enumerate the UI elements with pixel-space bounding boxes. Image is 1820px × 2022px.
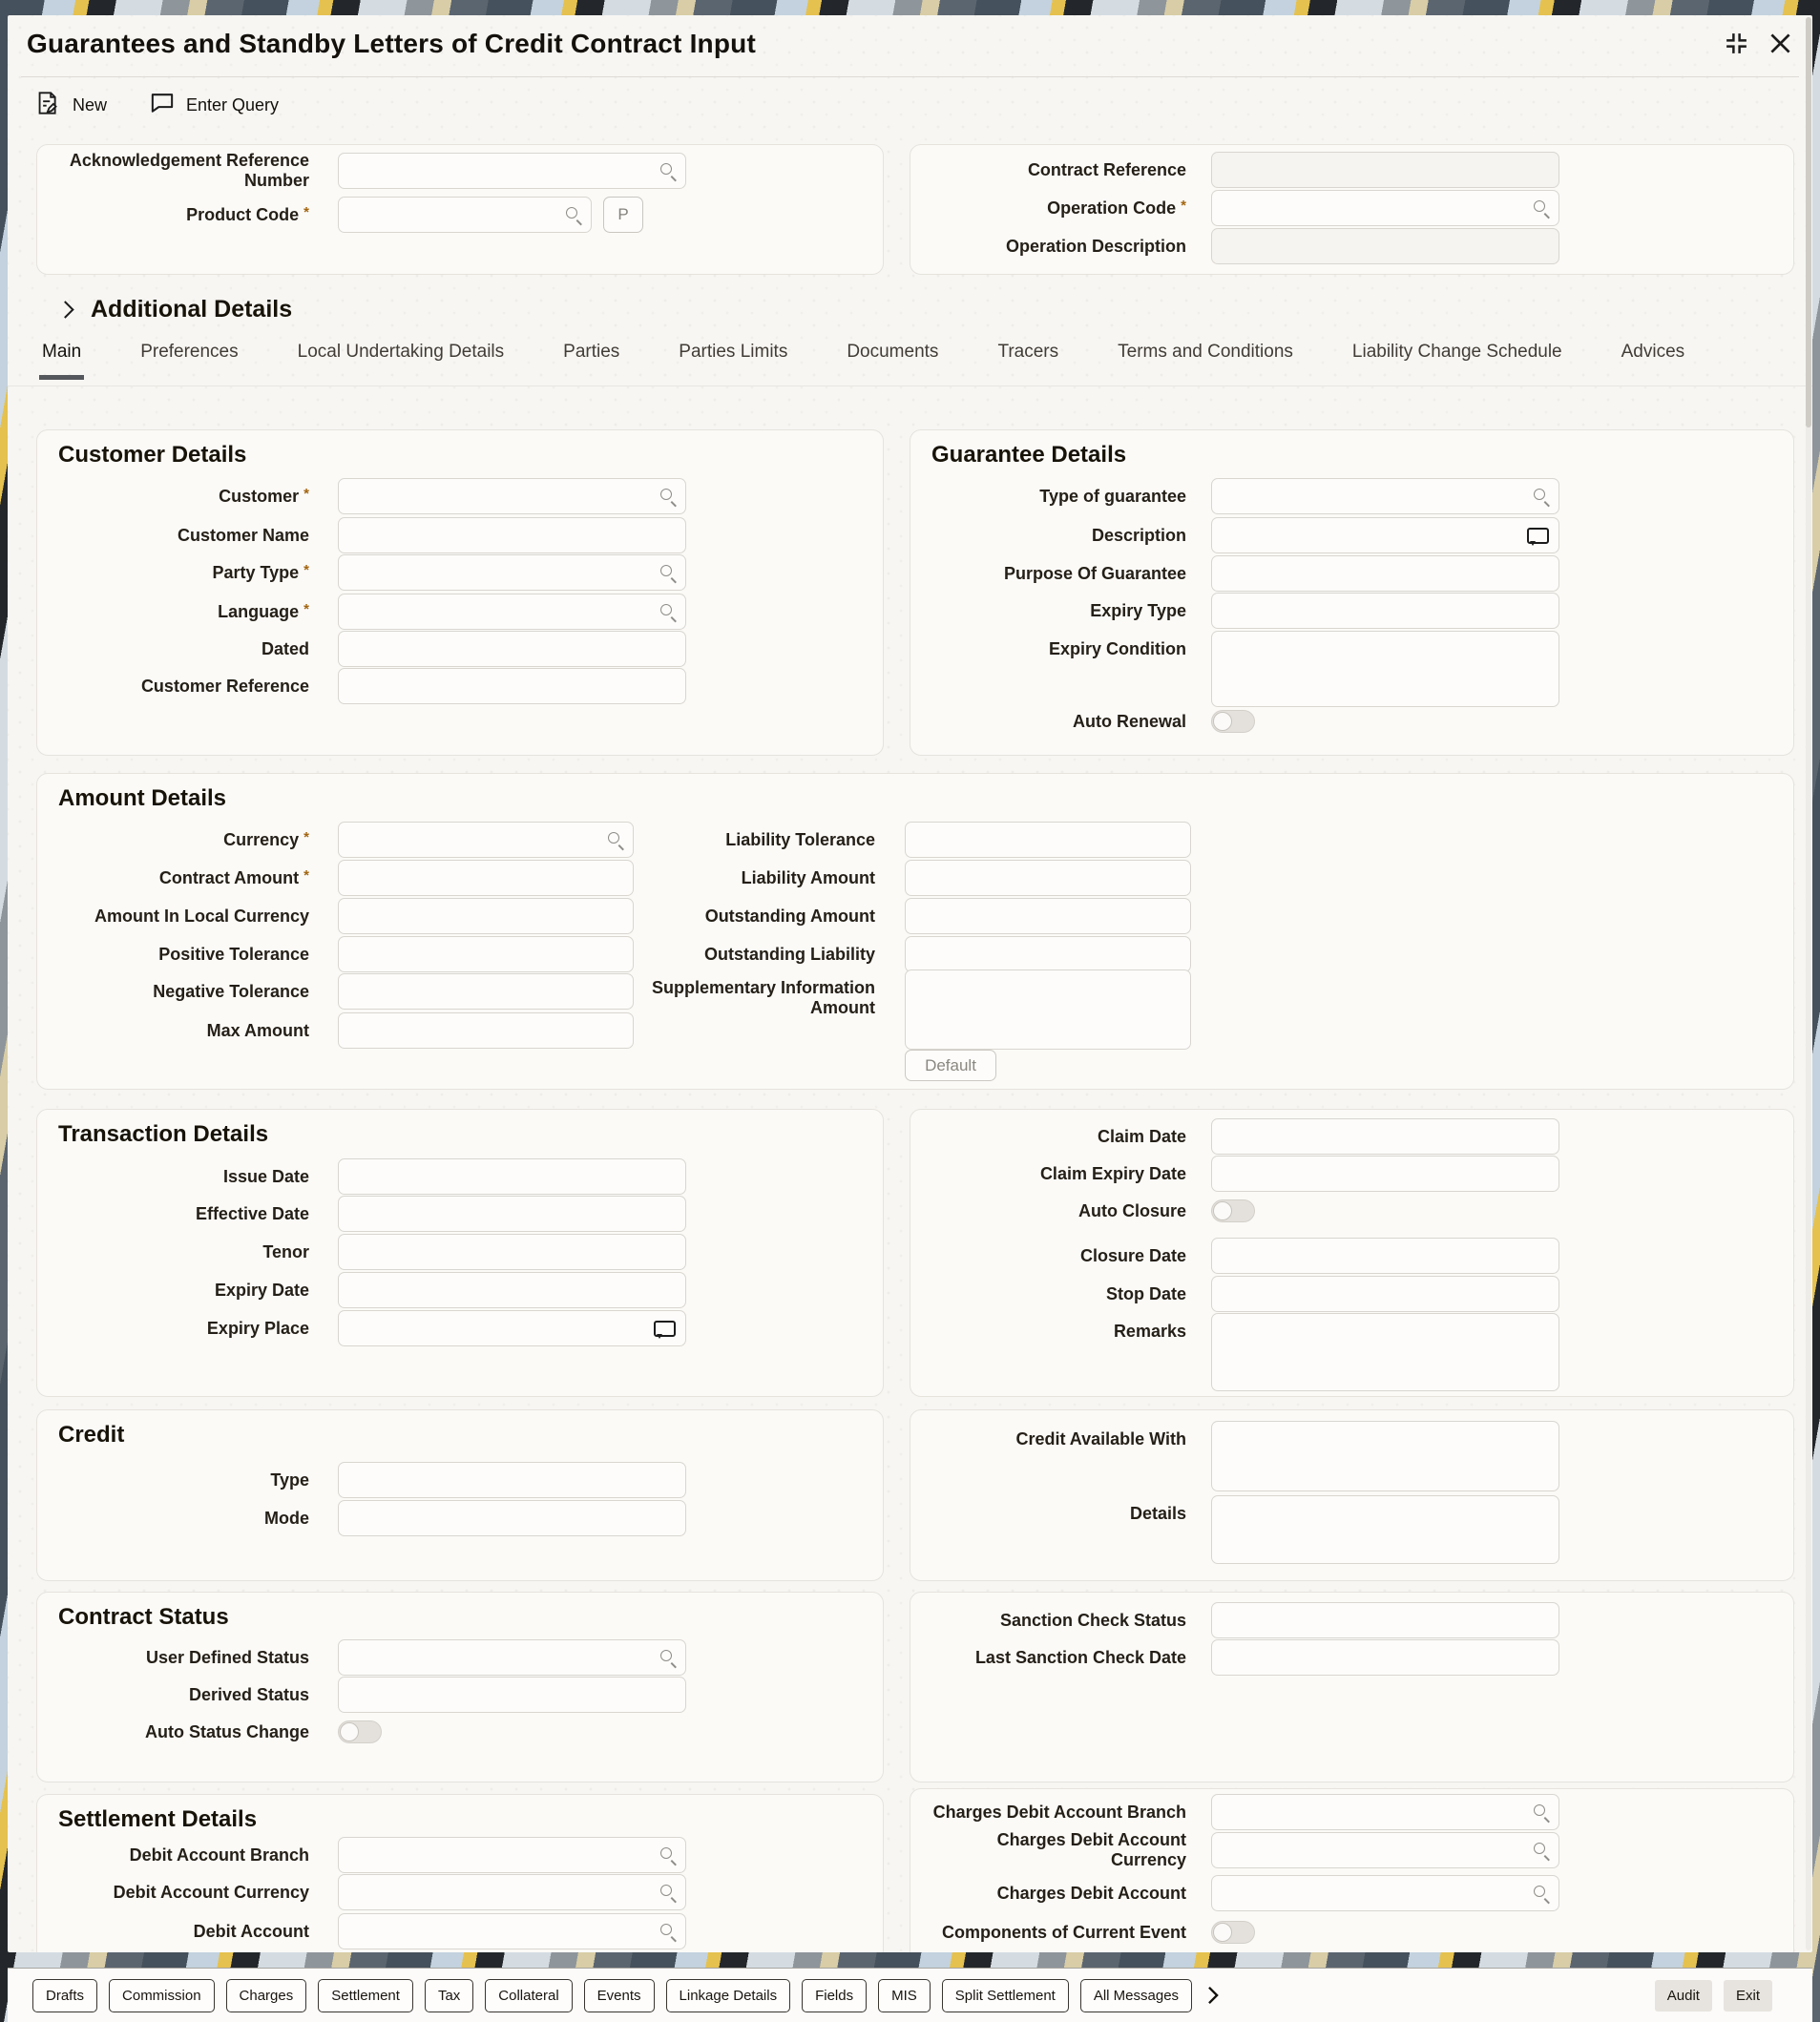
section-title: Amount Details xyxy=(58,785,227,811)
field-row xyxy=(37,153,883,189)
auto-status-change-toggle[interactable] xyxy=(338,1720,382,1743)
field-row xyxy=(910,593,1793,629)
section-title: Customer Details xyxy=(58,442,247,468)
remarks-textarea[interactable] xyxy=(1211,1313,1559,1391)
more-actions-chevron-icon[interactable] xyxy=(1207,1986,1220,2005)
linkage-details-button[interactable]: Linkage Details xyxy=(666,1979,791,2012)
field-label: Expiry Condition xyxy=(1049,639,1186,658)
tab-local-undertaking-details[interactable]: Local Undertaking Details xyxy=(297,342,505,362)
claim-details-panel xyxy=(910,1109,1794,1397)
customer-reference-input[interactable] xyxy=(338,668,686,704)
field-label: Type of guarantee xyxy=(1039,486,1186,506)
field-label: Claim Date xyxy=(1097,1126,1186,1146)
search-icon[interactable] xyxy=(659,488,677,505)
field-label: Contract Reference xyxy=(1027,159,1186,179)
field-row xyxy=(37,1677,883,1713)
type-of-guarantee-input[interactable] xyxy=(1211,478,1559,514)
sanction-check-status-input[interactable] xyxy=(1211,1602,1559,1638)
settlement-button[interactable]: Settlement xyxy=(318,1979,413,2012)
charges-button[interactable]: Charges xyxy=(226,1979,307,2012)
events-button[interactable]: Events xyxy=(584,1979,655,2012)
field-row xyxy=(910,1238,1793,1274)
required-marker xyxy=(299,563,309,582)
claim-expiry-date-input[interactable] xyxy=(1211,1156,1559,1192)
field-row xyxy=(37,517,883,553)
field-label: Effective Date xyxy=(195,1203,309,1223)
guarantee-details-panel xyxy=(910,429,1794,756)
field-row xyxy=(910,707,1793,736)
credit-mode-input[interactable] xyxy=(338,1500,686,1536)
search-icon[interactable] xyxy=(607,831,624,848)
field-label: Details xyxy=(1129,1504,1186,1523)
comment-icon[interactable] xyxy=(1527,528,1549,544)
field-row xyxy=(37,1234,883,1270)
tab-advices[interactable]: Advices xyxy=(1621,342,1685,362)
field-row xyxy=(37,1272,883,1308)
tab-tracers[interactable]: Tracers xyxy=(997,342,1059,362)
all-messages-button[interactable]: All Messages xyxy=(1080,1979,1192,2012)
search-icon[interactable] xyxy=(659,1649,677,1666)
field-row xyxy=(910,1875,1793,1911)
field-row xyxy=(37,1500,883,1536)
closure-date-input[interactable] xyxy=(1211,1238,1559,1274)
field-row xyxy=(910,1832,1793,1868)
field-label: Expiry Date xyxy=(214,1280,309,1300)
enter-query-label: Enter Query xyxy=(186,94,280,115)
charges-debit-account-currency-input[interactable] xyxy=(1211,1832,1559,1868)
user-defined-status-input[interactable] xyxy=(338,1639,686,1676)
stop-date-input[interactable] xyxy=(1211,1276,1559,1312)
credit-type-input[interactable] xyxy=(338,1462,686,1498)
field-row xyxy=(37,1310,883,1346)
field-label: Contract Amount * xyxy=(37,868,309,888)
field-row xyxy=(37,1639,883,1676)
field-label: Charges Debit Account xyxy=(996,1883,1186,1903)
field-row xyxy=(37,936,705,972)
field-label: Issue Date xyxy=(222,1166,309,1186)
search-icon[interactable] xyxy=(659,1923,677,1940)
field-label: Positive Tolerance xyxy=(158,944,309,964)
field-row xyxy=(910,228,1793,264)
mis-button[interactable]: MIS xyxy=(878,1979,931,2012)
query-bubble-icon xyxy=(151,93,174,117)
auto-renewal-toggle[interactable] xyxy=(1211,710,1255,733)
credit-panel xyxy=(36,1409,884,1581)
contract-amount-input[interactable] xyxy=(338,860,634,896)
credit-availability-panel xyxy=(910,1409,1794,1581)
section-title: Transaction Details xyxy=(58,1121,269,1147)
field-label: Currency * xyxy=(37,830,309,850)
field-label: Product Code * xyxy=(37,205,309,225)
new-button[interactable] xyxy=(36,90,107,121)
charges-panel xyxy=(910,1788,1794,1952)
required-marker xyxy=(299,868,309,887)
field-label: Outstanding Liability xyxy=(704,944,875,964)
debit-account-branch-input[interactable] xyxy=(338,1837,686,1873)
tab-documents[interactable]: Documents xyxy=(847,342,939,362)
field-row xyxy=(910,1639,1793,1676)
contract-reference-input xyxy=(1211,152,1559,188)
required-marker xyxy=(299,602,309,621)
field-label: Mode xyxy=(264,1508,309,1528)
party-type-input[interactable] xyxy=(338,554,686,591)
product-populate-button[interactable]: P xyxy=(603,197,643,233)
derived-status-input[interactable] xyxy=(338,1677,686,1713)
field-row xyxy=(37,478,883,514)
field-label: Closure Date xyxy=(1079,1245,1186,1265)
field-label: Credit Available With xyxy=(1015,1429,1186,1449)
field-label: Remarks xyxy=(1113,1322,1186,1341)
footer-action-bar xyxy=(8,1968,1812,2022)
customer-details-panel xyxy=(36,429,884,756)
split-settlement-button[interactable]: Split Settlement xyxy=(942,1979,1069,2012)
field-label: Acknowledgement Reference Number xyxy=(69,151,309,190)
field-label: Auto Renewal xyxy=(1072,711,1186,731)
field-label: Charges Debit Account Branch xyxy=(932,1802,1186,1822)
field-row xyxy=(910,1197,1793,1225)
credit-available-with-textarea[interactable] xyxy=(1211,1421,1559,1491)
settlement-details-panel xyxy=(36,1794,884,1952)
components-of-current-event-toggle[interactable] xyxy=(1211,1921,1255,1944)
field-label: Auto Closure xyxy=(1077,1200,1186,1220)
field-row xyxy=(37,973,705,1010)
field-row xyxy=(910,1421,1793,1491)
expiry-condition-textarea[interactable] xyxy=(1211,631,1559,707)
field-row xyxy=(910,1156,1793,1192)
field-label: Stop Date xyxy=(1105,1283,1186,1303)
field-row xyxy=(910,517,1793,553)
field-row xyxy=(37,197,883,233)
field-row xyxy=(37,860,705,896)
search-icon[interactable] xyxy=(1533,199,1550,217)
field-label: Negative Tolerance xyxy=(153,981,309,1001)
tab-terms-and-conditions[interactable]: Terms and Conditions xyxy=(1118,342,1293,362)
field-row xyxy=(37,1913,883,1949)
additional-details-label: Additional Details xyxy=(91,296,293,323)
field-row xyxy=(37,594,883,630)
dated-input[interactable] xyxy=(338,631,686,667)
field-row xyxy=(910,1313,1793,1391)
field-row xyxy=(627,898,1238,934)
toolbar xyxy=(36,86,279,124)
tab-parties-limits[interactable]: Parties Limits xyxy=(679,342,788,362)
field-row xyxy=(37,1718,883,1746)
field-row xyxy=(910,1276,1793,1312)
liability-amount-input[interactable] xyxy=(905,860,1191,896)
field-label: Description xyxy=(1091,525,1186,545)
default-button[interactable]: Default xyxy=(905,1050,996,1081)
section-title: Contract Status xyxy=(58,1604,229,1630)
field-label: Purpose Of Guarantee xyxy=(1003,563,1186,583)
outstanding-liability-input[interactable] xyxy=(905,936,1191,972)
supplementary-information-amount-textarea[interactable] xyxy=(905,969,1191,1050)
field-row xyxy=(37,1462,883,1498)
search-icon[interactable] xyxy=(659,1846,677,1864)
search-icon[interactable] xyxy=(1533,1842,1550,1859)
search-icon[interactable] xyxy=(565,206,582,223)
field-row xyxy=(910,631,1793,707)
field-label: Type xyxy=(270,1470,309,1490)
search-icon[interactable] xyxy=(659,564,677,581)
titlebar-divider xyxy=(21,76,1799,77)
claim-date-input[interactable] xyxy=(1211,1118,1559,1155)
field-row xyxy=(910,555,1793,592)
field-label: Language * xyxy=(37,602,309,622)
charges-debit-account-branch-input[interactable] xyxy=(1211,1794,1559,1830)
tab-bar xyxy=(39,340,1687,380)
reference-panel xyxy=(36,144,884,275)
fields-button[interactable]: Fields xyxy=(802,1979,867,2012)
field-row xyxy=(37,1837,883,1873)
debit-account-currency-input[interactable] xyxy=(338,1874,686,1910)
field-row xyxy=(627,969,1238,1050)
tab-preferences[interactable]: Preferences xyxy=(140,342,239,362)
search-icon[interactable] xyxy=(1533,1803,1550,1821)
field-row xyxy=(627,822,1238,858)
field-label: Customer Name xyxy=(177,525,309,545)
field-row xyxy=(627,860,1238,896)
tax-button[interactable]: Tax xyxy=(425,1979,473,2012)
field-label: Debit Account xyxy=(193,1921,309,1941)
additional-details-header[interactable] xyxy=(59,296,292,323)
last-sanction-check-date-input[interactable] xyxy=(1211,1639,1559,1676)
field-label: Debit Account Branch xyxy=(129,1845,309,1865)
field-label: Derived Status xyxy=(188,1684,309,1704)
field-row xyxy=(37,554,883,591)
tab-main[interactable]: Main xyxy=(39,340,84,380)
liability-tolerance-input[interactable] xyxy=(905,822,1191,858)
acknowledgement-reference-number-input[interactable] xyxy=(338,153,686,189)
product-code-input[interactable] xyxy=(338,197,592,233)
field-label: Outstanding Amount xyxy=(704,906,875,926)
purpose-of-guarantee-input[interactable] xyxy=(1211,555,1559,592)
required-marker xyxy=(299,830,309,849)
search-icon[interactable] xyxy=(659,162,677,179)
field-row xyxy=(37,668,883,704)
page-title: Guarantees and Standby Letters of Credit Contract Input xyxy=(27,29,756,58)
field-label: Auto Status Change xyxy=(144,1721,309,1741)
field-row xyxy=(627,936,1238,972)
field-label: Supplementary Information Amount xyxy=(651,978,875,1017)
language-input[interactable] xyxy=(338,594,686,630)
close-window-icon[interactable] xyxy=(1768,31,1792,55)
field-label: Party Type * xyxy=(37,563,309,583)
field-label: Customer * xyxy=(37,487,309,507)
search-icon[interactable] xyxy=(659,1884,677,1901)
auto-closure-toggle[interactable] xyxy=(1211,1199,1255,1222)
window-controls xyxy=(1724,31,1792,56)
charges-debit-account-input[interactable] xyxy=(1211,1875,1559,1911)
field-row xyxy=(37,1158,883,1195)
field-label: Amount In Local Currency xyxy=(94,906,309,926)
field-row xyxy=(910,152,1793,188)
operation-description-input xyxy=(1211,228,1559,264)
field-label: User Defined Status xyxy=(145,1647,309,1667)
field-label: Liability Amount xyxy=(741,867,875,887)
section-title: Credit xyxy=(58,1422,125,1448)
field-label: Dated xyxy=(261,638,309,658)
field-row xyxy=(37,898,705,934)
comment-icon[interactable] xyxy=(654,1321,676,1337)
customer-input[interactable] xyxy=(338,478,686,514)
currency-input[interactable] xyxy=(338,822,634,858)
field-label: Expiry Place xyxy=(206,1318,309,1338)
field-label: Liability Tolerance xyxy=(725,829,875,849)
operation-panel xyxy=(910,144,1794,275)
effective-date-input[interactable] xyxy=(338,1196,686,1232)
collateral-button[interactable]: Collateral xyxy=(485,1979,572,2012)
customer-name-input[interactable] xyxy=(338,517,686,553)
field-label: Claim Expiry Date xyxy=(1039,1163,1186,1183)
contract-status-panel xyxy=(36,1592,884,1782)
amount-details-panel xyxy=(36,773,1794,1090)
section-title: Settlement Details xyxy=(58,1806,258,1832)
expiry-date-input[interactable] xyxy=(338,1272,686,1308)
field-row xyxy=(910,1918,1793,1947)
audit-button[interactable]: Audit xyxy=(1655,1980,1712,2012)
field-label: Components of Current Event xyxy=(941,1922,1186,1942)
field-row xyxy=(910,190,1793,226)
issue-date-input[interactable] xyxy=(338,1158,686,1195)
outstanding-amount-input[interactable] xyxy=(905,898,1191,934)
exit-button[interactable]: Exit xyxy=(1724,1980,1772,2012)
required-marker xyxy=(299,205,309,224)
field-row xyxy=(37,631,883,667)
positive-tolerance-input[interactable] xyxy=(338,936,634,972)
enter-query-button[interactable] xyxy=(151,93,279,117)
operation-code-input[interactable] xyxy=(1211,190,1559,226)
field-label: Charges Debit Account Currency xyxy=(996,1830,1186,1869)
vertical-scrollbar[interactable] xyxy=(1806,17,1811,1950)
search-icon[interactable] xyxy=(1533,488,1550,505)
transaction-details-panel xyxy=(36,1109,884,1397)
field-label: Expiry Type xyxy=(1090,600,1186,620)
search-icon[interactable] xyxy=(1533,1885,1550,1902)
required-marker xyxy=(299,487,309,506)
negative-tolerance-input[interactable] xyxy=(338,973,634,1010)
chevron-right-icon xyxy=(56,301,73,318)
field-row xyxy=(910,1495,1793,1564)
tab-liability-change-schedule[interactable]: Liability Change Schedule xyxy=(1351,342,1562,362)
field-label: Customer Reference xyxy=(140,676,309,696)
tenor-input[interactable] xyxy=(338,1234,686,1270)
field-label: Last Sanction Check Date xyxy=(974,1647,1186,1667)
debit-account-input[interactable] xyxy=(338,1913,686,1949)
scrollbar-thumb[interactable] xyxy=(1806,17,1811,427)
field-row xyxy=(910,478,1793,514)
field-row xyxy=(37,1874,883,1910)
drafts-button[interactable]: Drafts xyxy=(32,1979,97,2012)
description-input[interactable] xyxy=(1211,517,1559,553)
field-label: Max Amount xyxy=(206,1020,309,1040)
expiry-place-input[interactable] xyxy=(338,1310,686,1346)
amount-in-local-currency-input[interactable] xyxy=(338,898,634,934)
field-row xyxy=(910,1118,1793,1155)
tab-parties[interactable]: Parties xyxy=(563,342,620,362)
required-marker xyxy=(1176,198,1186,218)
max-amount-input[interactable] xyxy=(338,1012,634,1049)
restore-window-icon[interactable] xyxy=(1724,31,1749,56)
contract-input-window xyxy=(8,15,1812,1952)
field-label: Operation Code * xyxy=(910,198,1186,219)
commission-button[interactable]: Commission xyxy=(109,1979,215,2012)
field-row xyxy=(37,1196,883,1232)
field-row xyxy=(910,1602,1793,1638)
field-row xyxy=(37,1012,705,1049)
new-document-icon xyxy=(36,90,60,121)
section-title: Guarantee Details xyxy=(931,442,1127,468)
field-label: Sanction Check Status xyxy=(999,1610,1186,1630)
credit-details-textarea[interactable] xyxy=(1211,1495,1559,1564)
new-label: New xyxy=(73,94,108,115)
field-label: Operation Description xyxy=(1005,236,1186,256)
sanction-check-panel xyxy=(910,1592,1794,1782)
search-icon[interactable] xyxy=(659,603,677,620)
field-row xyxy=(37,822,705,858)
field-row xyxy=(910,1794,1793,1830)
field-label: Debit Account Currency xyxy=(113,1882,309,1902)
expiry-type-input[interactable] xyxy=(1211,593,1559,629)
field-label: Tenor xyxy=(262,1241,309,1261)
